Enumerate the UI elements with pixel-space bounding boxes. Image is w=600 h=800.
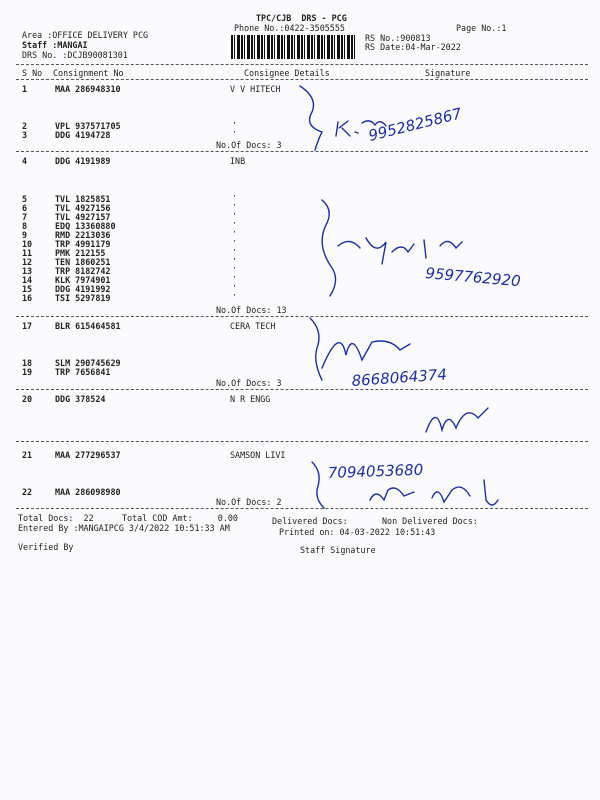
row-consignment: TRP 4991179 [55, 239, 111, 249]
phone-number: Phone No.:0422-3505555 [234, 23, 345, 33]
page-number: Page No.:1 [456, 23, 507, 33]
signature-mark [300, 86, 322, 150]
col-consignment: Consignment No [53, 68, 124, 78]
drs-number: DRS No. :DCJB90081301 [22, 50, 128, 60]
row-sno: 20 [22, 394, 33, 404]
row-consignment: RMD 2213036 [55, 230, 111, 240]
row-sno: 16 [22, 293, 33, 303]
row-sno: 22 [22, 487, 33, 497]
row-sno: 9 [22, 230, 28, 240]
row-sno: 11 [22, 248, 33, 258]
total-docs: Total Docs: 22 [18, 513, 94, 523]
row-consignment: DDG 4191989 [55, 156, 111, 166]
row-sno: 1 [22, 84, 28, 94]
rs-date: RS Date:04-Mar-2022 [365, 42, 461, 52]
signature-mark [338, 238, 462, 264]
consignee-name: SAMSON LIVI [230, 450, 286, 460]
delivered-docs: Delivered Docs: [272, 516, 348, 526]
row-consignment: TRP 7656841 [55, 367, 111, 377]
row-sno: 2 [22, 121, 28, 131]
handwritten-phone: 7094053680 [327, 460, 424, 482]
signature-mark [310, 318, 322, 380]
consignee-name: CERA TECH [230, 321, 276, 331]
signature-mark [370, 480, 498, 505]
handwritten-phone: 8668064374 [351, 365, 448, 390]
row-consignment: DDG 378524 [55, 394, 106, 404]
row-consignment: KLK 7974901 [55, 275, 111, 285]
row-consignment: MAA 286948310 [55, 84, 121, 94]
row-consignment: VPL 937571705 [55, 121, 121, 131]
staff-signature-label: Staff Signature [300, 545, 376, 555]
row-sno: 17 [22, 321, 33, 331]
row-consignment: DDG 4194728 [55, 130, 111, 140]
signature-mark [426, 408, 488, 432]
row-consignment: TVL 4927157 [55, 212, 111, 222]
rs-number: RS No.:900813 [365, 33, 431, 43]
signature-mark [322, 341, 410, 368]
row-sno: 13 [22, 266, 33, 276]
printed-on: Printed on: 04-03-2022 10:51:43 [279, 527, 436, 537]
consignee-name: N R ENGG [230, 394, 271, 404]
row-consignment: MAA 277296537 [55, 450, 121, 460]
doc-count: No.Of Docs: 3 [216, 378, 282, 388]
row-consignment: TEN 1860251 [55, 257, 111, 267]
row-consignment: PMK 212155 [55, 248, 106, 258]
doc-count: No.Of Docs: 3 [216, 140, 282, 150]
handwritten-phone: 9952825867 [366, 104, 464, 145]
row-consignment: BLR 615464581 [55, 321, 121, 331]
row-sno: 5 [22, 194, 28, 204]
row-consignment: SLM 290745629 [55, 358, 121, 368]
row-consignment: TVL 1825851 [55, 194, 111, 204]
row-sno: 7 [22, 212, 28, 222]
signature-mark [322, 200, 336, 296]
row-sno: 18 [22, 358, 33, 368]
area-label: Area :OFFICE DELIVERY PCG [22, 30, 149, 40]
non-delivered-docs: Non Delivered Docs: [382, 516, 478, 526]
row-sno: 3 [22, 130, 28, 140]
row-consignment: DDG 4191992 [55, 284, 111, 294]
consignee-name: V V HITECH [230, 84, 281, 94]
dot-marks: · · · · · · · · · · · · [232, 191, 238, 300]
entered-by: Entered By :MANGAIPCG 3/4/2022 10:51:33 AM [18, 523, 230, 533]
row-sno: 14 [22, 275, 33, 285]
consignee-name: INB [230, 156, 246, 166]
row-sno: 12 [22, 257, 33, 267]
doc-count: No.Of Docs: 2 [216, 497, 282, 507]
handwritten-phone: 9597762920 [424, 264, 522, 291]
row-consignment: EDQ 13360880 [55, 221, 116, 231]
signature-mark [312, 462, 324, 508]
row-sno: 6 [22, 203, 28, 213]
row-consignment: MAA 286098980 [55, 487, 121, 497]
col-sno: S No [22, 68, 43, 78]
col-consignee: Consignee Details [244, 68, 330, 78]
row-sno: 15 [22, 284, 33, 294]
report-title: TPC/CJB DRS - PCG [256, 13, 347, 23]
row-sno: 8 [22, 221, 28, 231]
staff-label: Staff :MANGAI [22, 40, 88, 50]
row-sno: 21 [22, 450, 33, 460]
verified-by: Verified By [18, 542, 74, 552]
dot-marks: · · [232, 118, 238, 137]
row-sno: 4 [22, 156, 28, 166]
row-consignment: TRP 8182742 [55, 266, 111, 276]
row-sno: 10 [22, 239, 33, 249]
row-consignment: TVL 4927156 [55, 203, 111, 213]
doc-count: No.Of Docs: 13 [216, 305, 287, 315]
col-signature: Signature [425, 68, 471, 78]
total-cod: Total COD Amt: 0.00 [122, 513, 238, 523]
row-sno: 19 [22, 367, 33, 377]
row-consignment: TSI 5297819 [55, 293, 111, 303]
